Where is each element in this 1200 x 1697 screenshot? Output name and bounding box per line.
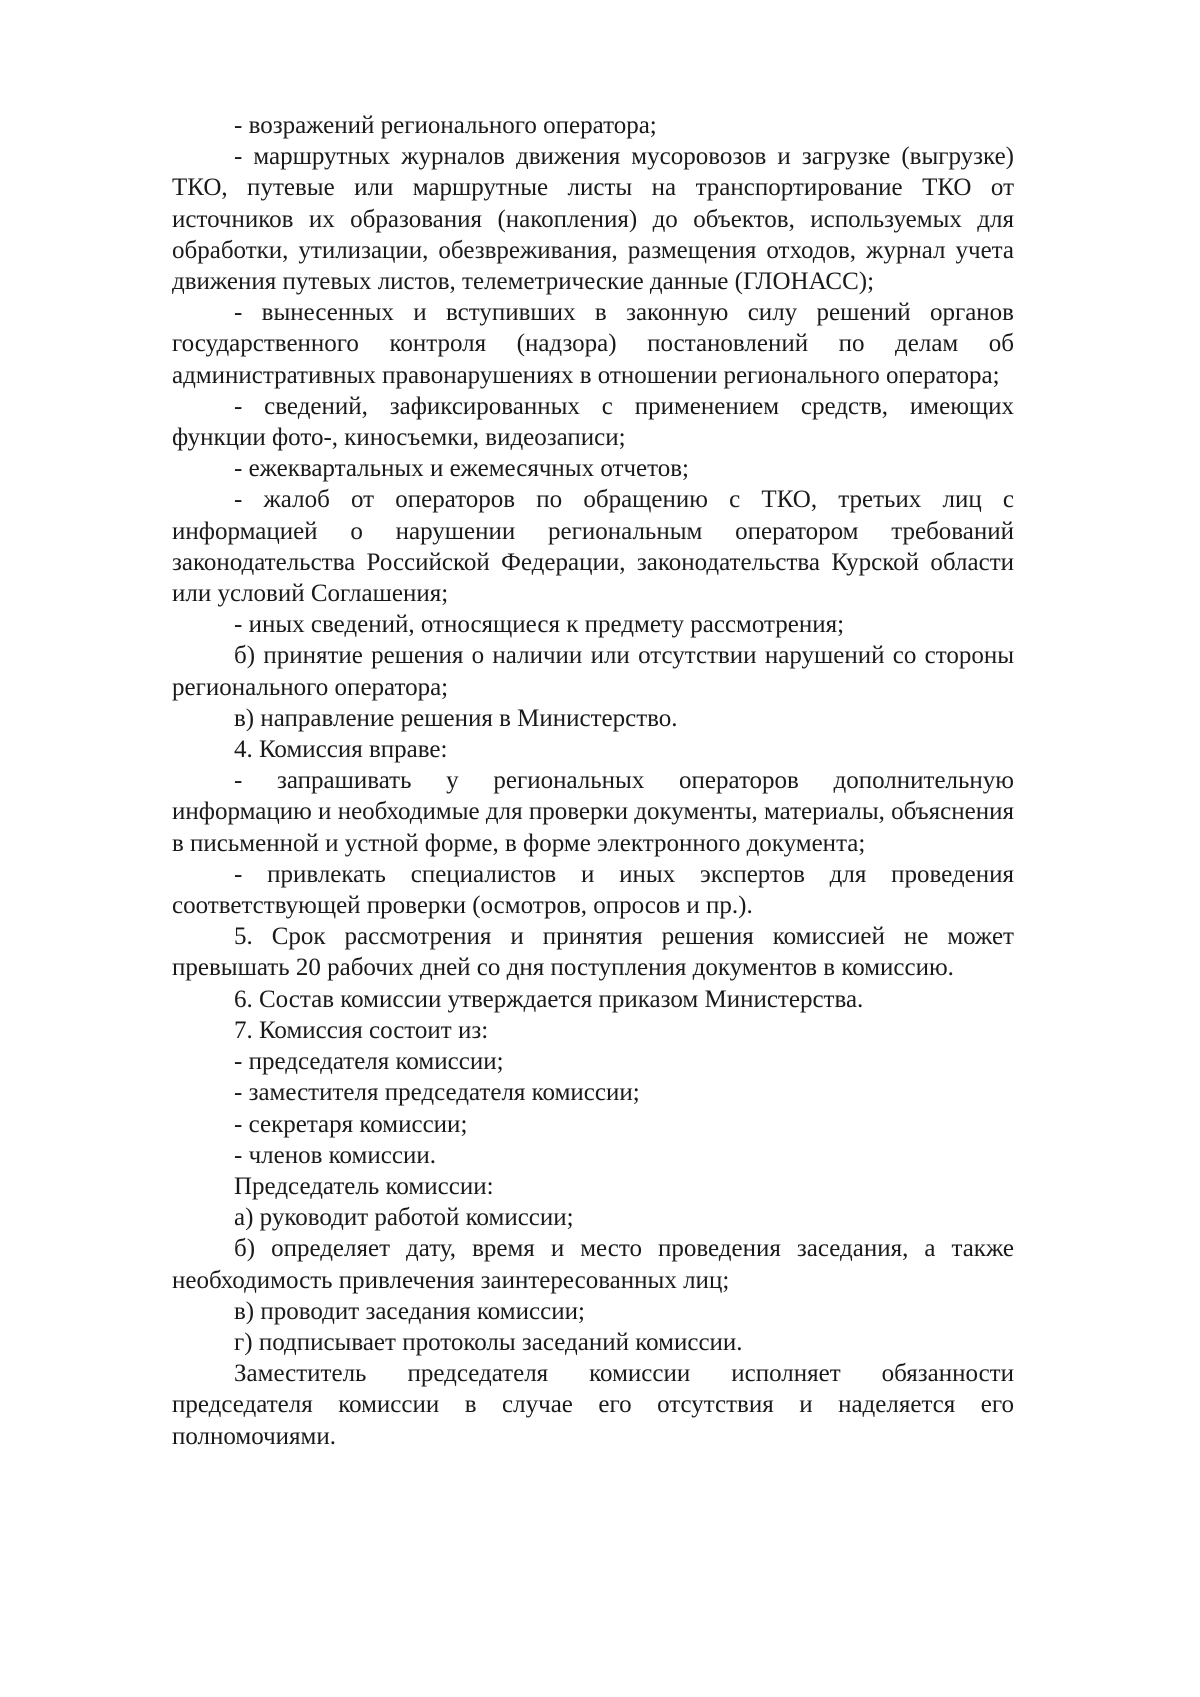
paragraph: - вынесенных и вступивших в законную силу решений органов государственного контроля (надзора) постановлений по делам об административных правонарушениях в отношении регионального оператора; bbox=[172, 299, 1014, 389]
paragraph: - маршрутных журналов движения мусоровозов и загрузке (выгрузке) ТКО, путевые или маршрутные листы на транспортирование ТКО от источников их образования (накопления) до объектов, используемых для обработки, утилизации, обезвреживания, размещения отходов, журнал учета движения путевых листов, телеметрические данные (ГЛОНАСС); bbox=[172, 143, 1014, 296]
paragraph: - ежеквартальных и ежемесячных отчетов; bbox=[234, 455, 689, 483]
paragraph: в) направление решения в Министерство. bbox=[234, 704, 678, 732]
paragraph: - сведений, зафиксированных с применением средств, имеющих функции фото-, киносъемки, видеозаписи; bbox=[172, 392, 1014, 452]
paragraph: Председатель комиссии: bbox=[234, 1172, 494, 1200]
paragraph: - членов комиссии. bbox=[234, 1141, 436, 1169]
paragraph: 4. Комиссия вправе: bbox=[234, 736, 448, 764]
paragraph: 6. Состав комиссии утверждается приказом Министерства. bbox=[234, 985, 864, 1013]
paragraph: б) определяет дату, время и место проведения заседания, а также необходимость привлечения заинтересованных лиц; bbox=[172, 1235, 1014, 1294]
paragraph: - жалоб от операторов по обращению с ТКО, третьих лиц с информацией о нарушении региональным оператором требований законодательства Российской Федерации, законодательства Курской области или условий Соглашения; bbox=[172, 486, 1014, 608]
paragraph: г) подписывает протоколы заседаний комиссии. bbox=[234, 1328, 743, 1356]
paragraph: в) проводит заседания комиссии; bbox=[234, 1297, 585, 1325]
paragraph: - запрашивать у региональных операторов дополнительную информацию и необходимые для проверки документы, материалы, объяснения в письменной и устной форме, в форме электронного документа; bbox=[172, 767, 1014, 857]
paragraph: б) принятие решения о наличии или отсутствии нарушений со стороны регионального оператора; bbox=[172, 642, 1014, 701]
paragraph: - заместителя председателя комиссии; bbox=[234, 1079, 640, 1107]
paragraph: - возражений регионального оператора; bbox=[234, 112, 657, 139]
document-body bbox=[172, 110, 1014, 1452]
paragraph: - привлекать специалистов и иных экспертов для проведения соответствующей проверки (осмотров, опросов и пр.). bbox=[172, 860, 1014, 920]
paragraph: - иных сведений, относящиеся к предмету рассмотрения; bbox=[234, 611, 845, 639]
paragraph: 5. Срок рассмотрения и принятия решения комиссией не может превышать 20 рабочих дней со дня поступления документов в комиссию. bbox=[172, 923, 1014, 982]
paragraph: а) руководит работой комиссии; bbox=[234, 1204, 574, 1232]
paragraph: 7. Комиссия состоит из: bbox=[234, 1016, 489, 1044]
paragraph: - председателя комиссии; bbox=[234, 1048, 504, 1076]
paragraph: - секретаря комиссии; bbox=[234, 1110, 468, 1138]
paragraph: Заместитель председателя комиссии исполняет обязанности председателя комиссии в случае его отсутствия и наделяется его полномочиями. bbox=[172, 1360, 1014, 1450]
